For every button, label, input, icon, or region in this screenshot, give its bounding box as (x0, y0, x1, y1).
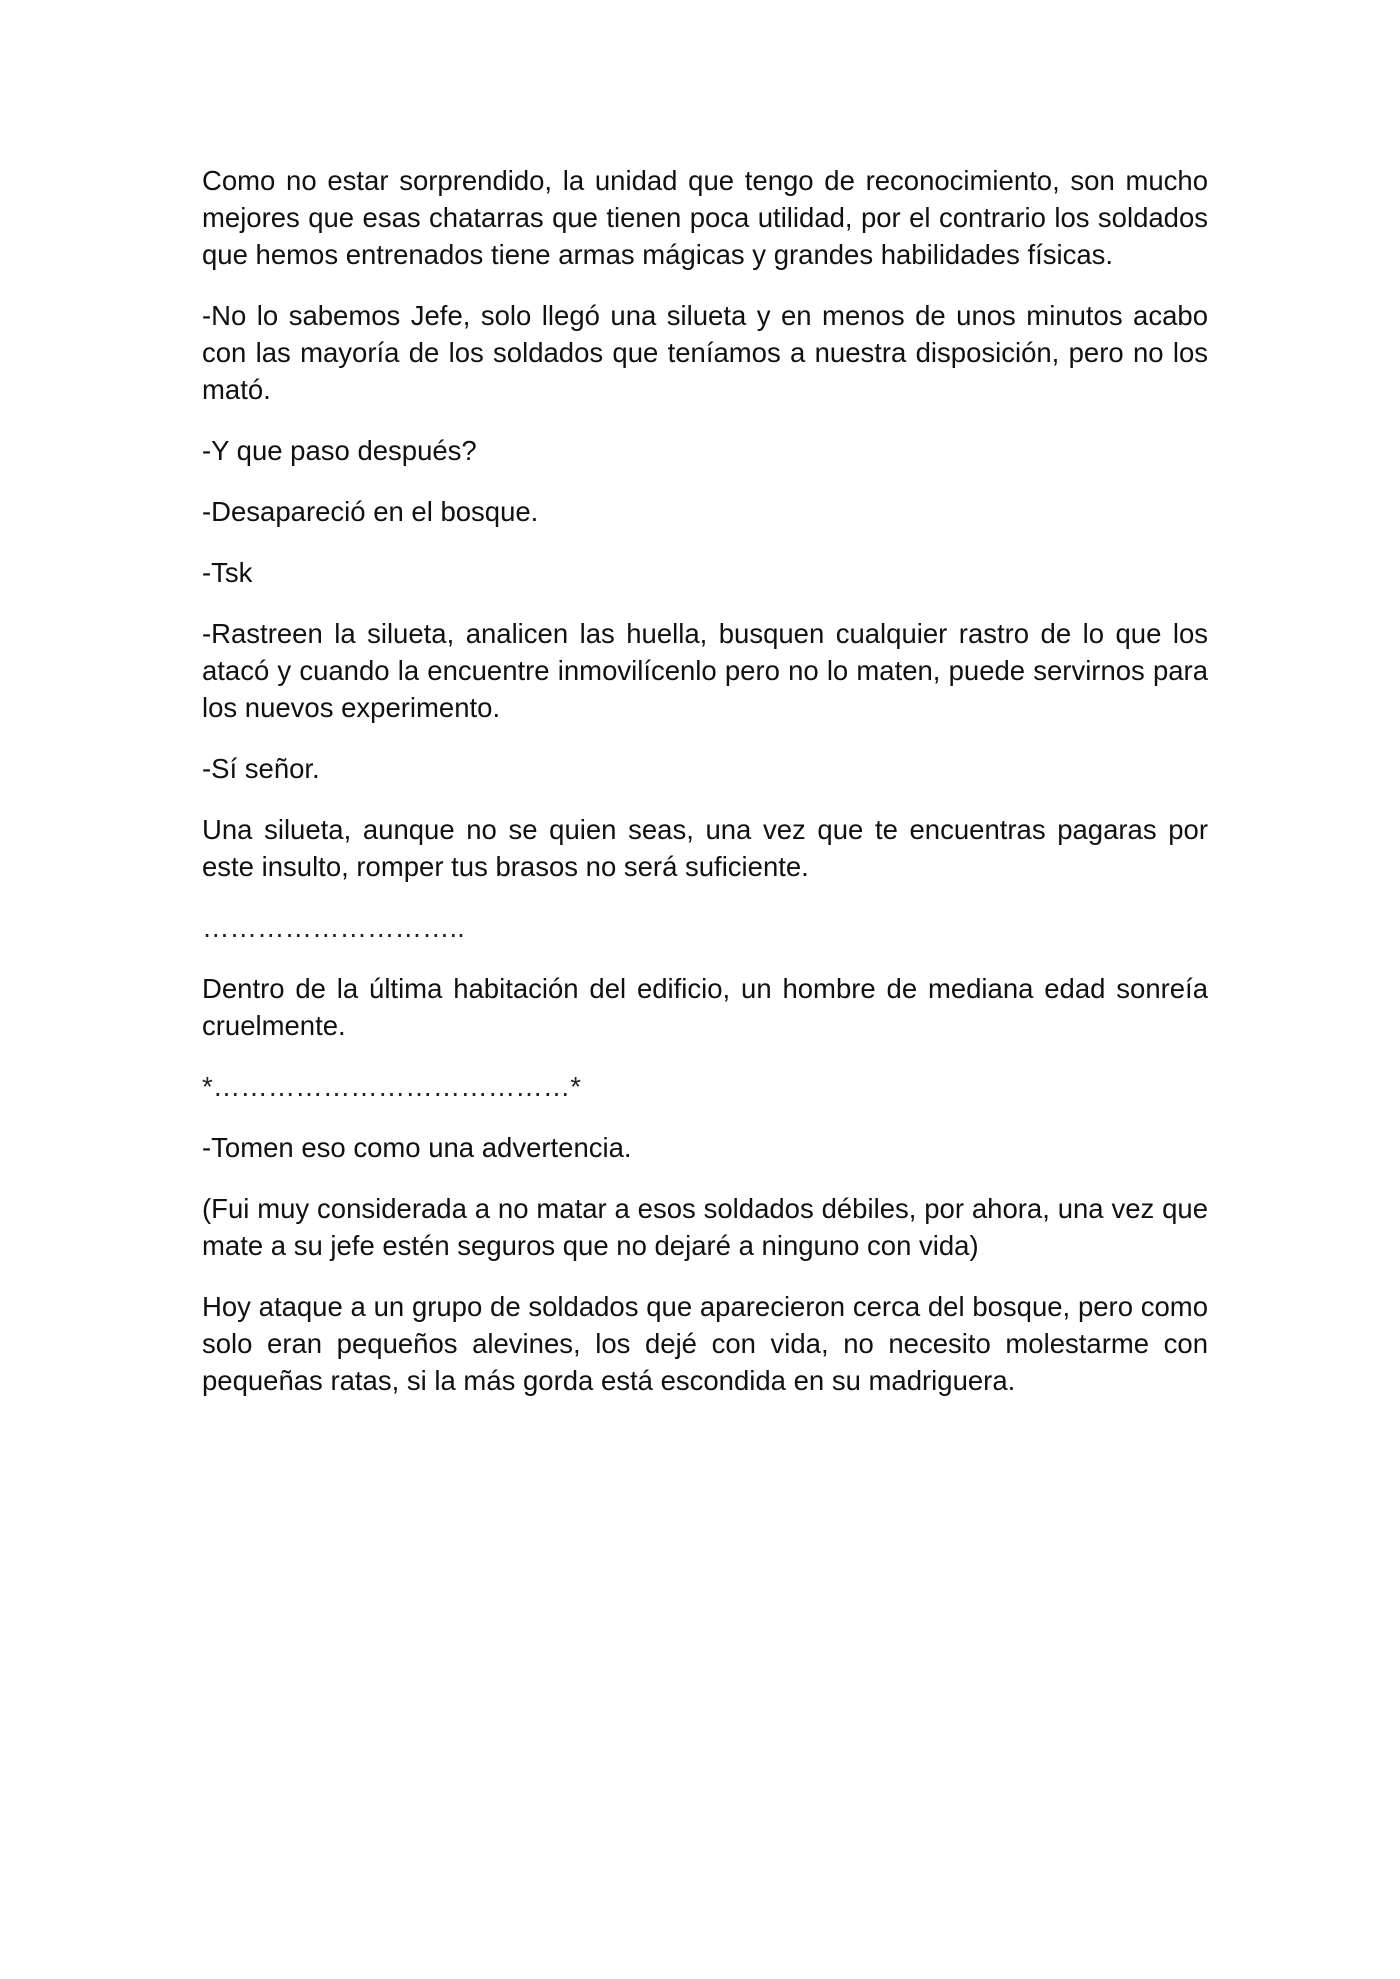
paragraph-2: -No lo sabemos Jefe, solo llegó una silueta y en menos de unos minutos acabo con las mayoría de los soldados que teníamos a nuestra disposición, pero no los mató. (202, 300, 1208, 405)
paragraph-5: -Tsk (202, 557, 253, 588)
paragraph-12: Hoy ataque a un grupo de soldados que aparecieron cerca del bosque, pero como solo eran pequeños alevines, los dejé con vida, no necesito molestarme con pequeñas ratas, si la más gorda está escondida en su madriguera. (202, 1291, 1208, 1396)
paragraph-4: -Desapareció en el bosque. (202, 496, 539, 527)
scene-break-asterisk-dots: *…………………………………* (202, 1071, 581, 1102)
paragraph-11: (Fui muy considerada a no matar a esos soldados débiles, por ahora, una vez que mate a su jefe estén seguros que no dejaré a ninguno con vida) (202, 1193, 1208, 1261)
paragraph-6: -Rastreen la silueta, analicen las huella, busquen cualquier rastro de lo que los atacó y cuando la encuentre inmovilícenlo pero no lo maten, puede servirnos para los nuevos experimento. (202, 618, 1208, 723)
paragraph-3: -Y que paso después? (202, 435, 477, 466)
document-body (202, 162, 1208, 1423)
paragraph-8: Una silueta, aunque no se quien seas, una vez que te encuentras pagaras por este insulto, romper tus brasos no será suficiente. (202, 814, 1208, 882)
scene-break-dots: ……………………….. (202, 912, 465, 943)
paragraph-10: -Tomen eso como una advertencia. (202, 1132, 632, 1163)
paragraph-1: Como no estar sorprendido, la unidad que tengo de reconocimiento, son mucho mejores que esas chatarras que tienen poca utilidad, por el contrario los soldados que hemos entrenados tiene armas mágicas y grandes habilidades físicas. (202, 165, 1208, 270)
paragraph-7: -Sí señor. (202, 753, 320, 784)
paragraph-9: Dentro de la última habitación del edificio, un hombre de mediana edad sonreía cruelmente. (202, 973, 1208, 1041)
